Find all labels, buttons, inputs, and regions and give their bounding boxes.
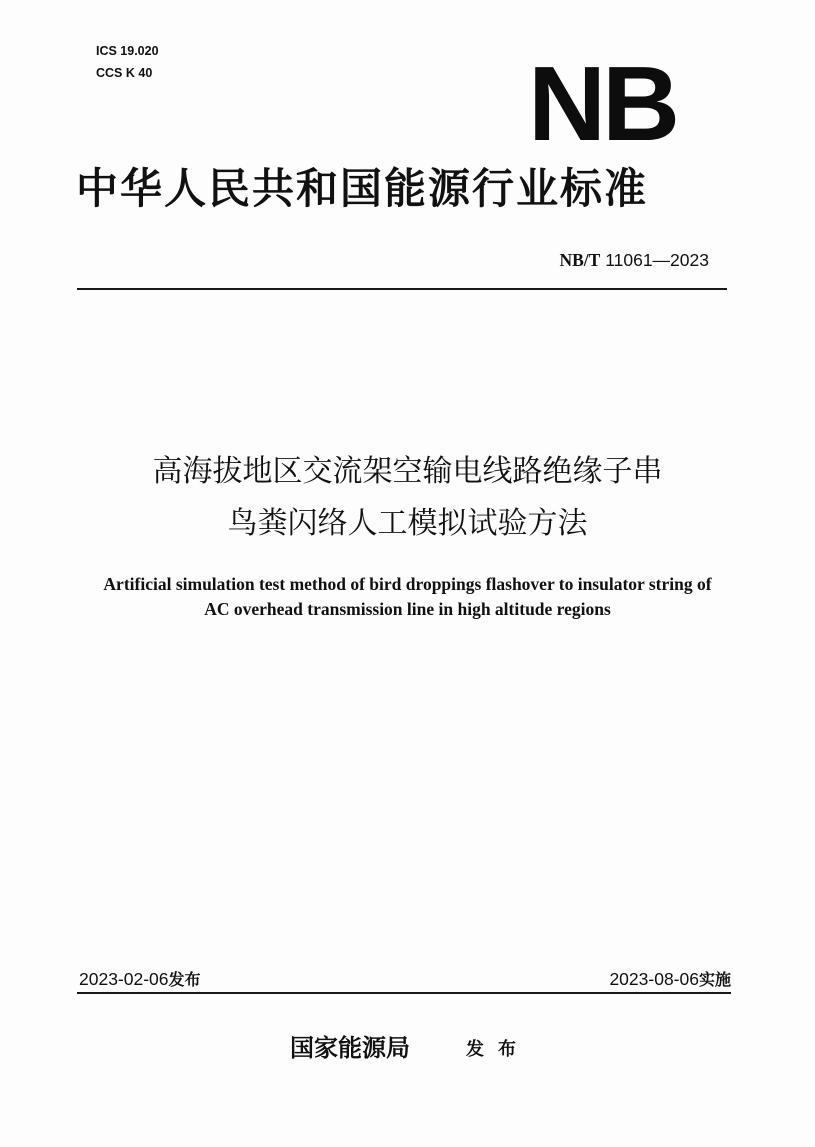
- document-title-chinese-line-1: 高海拔地区交流架空输电线路绝缘子串: [152, 454, 663, 489]
- footer-divider: [77, 992, 731, 994]
- classification-codes: [96, 40, 159, 84]
- document-title-chinese-line-2: 鸟粪闪络人工模拟试验方法: [227, 506, 588, 541]
- publish-date: [79, 967, 201, 992]
- issue-word: 发布: [466, 1039, 530, 1060]
- ics-code: ICS 19.020: [96, 44, 159, 58]
- publish-date-label: 发布: [168, 970, 201, 989]
- standard-number-prefix: NB/T: [559, 250, 601, 270]
- ccs-code: CCS K 40: [96, 66, 153, 80]
- publish-date-value: 2023-02-06: [79, 969, 169, 989]
- implement-date-value: 2023-08-06: [609, 969, 699, 989]
- document-title-english-line-1: Artificial simulation test method of bird droppings flashover to insulator string of: [103, 574, 712, 594]
- implement-date-label: 实施: [698, 970, 731, 989]
- issuing-authority: 国家能源局: [290, 1033, 410, 1062]
- standard-number-value: 11061—2023: [600, 250, 709, 270]
- standard-number: [559, 249, 709, 271]
- document-title-english: [0, 572, 815, 622]
- document-title-english-line-2: AC overhead transmission line in high altitude regions: [204, 599, 611, 619]
- implement-date: [609, 967, 731, 992]
- document-title-chinese: [0, 446, 815, 550]
- standard-category-title: 中华人民共和国能源行业标准: [76, 164, 649, 213]
- header-divider: [77, 288, 727, 290]
- nb-logo: NB: [528, 45, 677, 163]
